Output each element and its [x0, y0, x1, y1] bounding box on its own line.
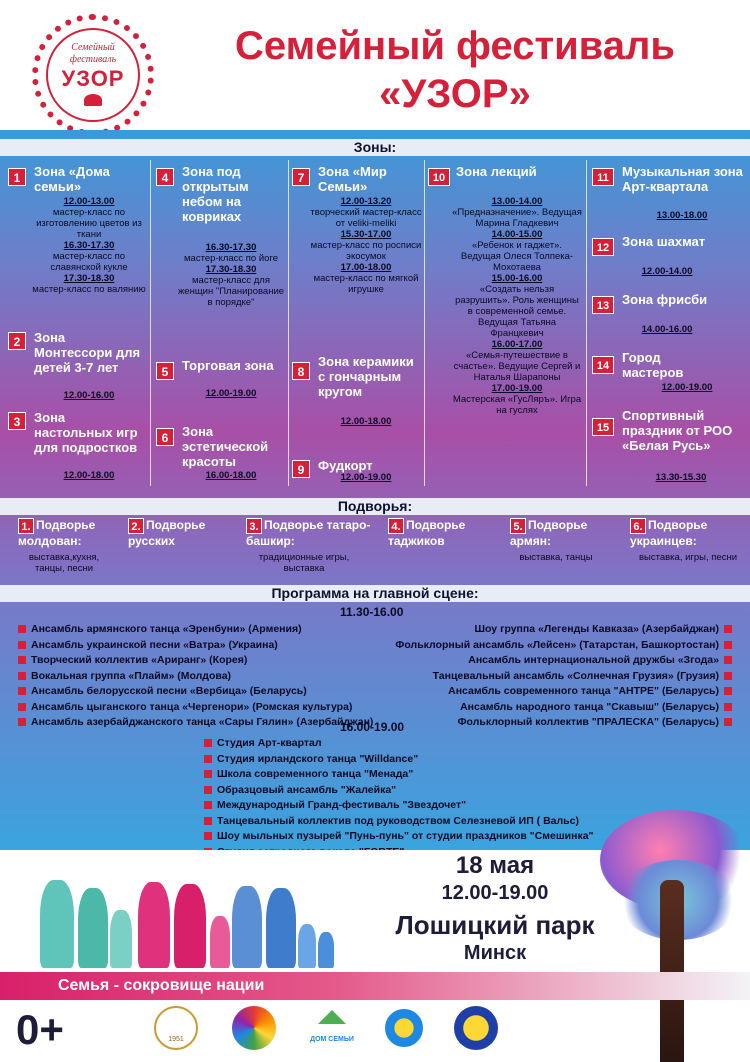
courtyard-item: [630, 518, 746, 548]
courtyards-heading: Подворья:: [0, 498, 750, 515]
bullet-icon: [724, 625, 732, 633]
zone-number: 12: [592, 238, 614, 256]
partner-logo-label: ДОМ СЕМЬИ: [310, 1036, 354, 1043]
zone-card: [428, 162, 584, 488]
family-figure-icon: [40, 880, 74, 968]
program-item: Образцовый ансамбль "Жалейка": [204, 783, 396, 799]
zone-card: [592, 350, 744, 396]
event-city: Минск: [463, 942, 527, 964]
age-rating: 0+: [16, 1006, 64, 1053]
family-figure-icon: [298, 924, 316, 968]
zone-card: [292, 354, 422, 434]
zones-column-2: [156, 158, 286, 488]
column-divider: [150, 160, 151, 486]
zone-number: 7: [292, 168, 310, 186]
program-item: Ансамбль цыганского танца «Чергенори» (Ромская культура): [18, 700, 352, 716]
zone-details: [176, 470, 286, 481]
column-divider: [586, 160, 587, 486]
zone-time: 15.00-16.00: [491, 273, 543, 284]
zones-heading: Зоны:: [0, 139, 750, 156]
zone-number: 4: [156, 168, 174, 186]
courtyard-number: 3.: [246, 518, 262, 534]
zone-number: 13: [592, 296, 614, 314]
program-item: Танцевальный коллектив под руководством Селезневой ИП ( Вальс): [204, 814, 579, 830]
courtyard-name: Подворье таджиков: [388, 518, 466, 548]
zones-column-3: [292, 158, 422, 488]
zone-number: 9: [292, 460, 310, 478]
zone-time: 12.00-19.00: [340, 472, 392, 483]
bullet-icon: [724, 672, 732, 680]
column-divider: [288, 160, 289, 486]
family-figure-icon: [110, 910, 132, 968]
logo-subtitle-2: фестиваль: [69, 54, 117, 65]
courtyard-name: Подворье украинцев:: [630, 518, 708, 548]
partner-logo-icon: [154, 1006, 198, 1050]
zone-time: 15.30-17.00: [340, 229, 392, 240]
family-figure-icon: [318, 932, 334, 968]
courtyard-name: Подворье армян:: [510, 518, 588, 548]
page-title-festival-name: «УЗОР»: [379, 72, 531, 116]
event-place: Лошицкий парк: [395, 910, 595, 940]
courtyard-item: [18, 518, 128, 548]
zone-name: Музыкальная зона Арт-квартала: [622, 164, 743, 194]
zone-time: 13.00-14.00: [491, 196, 543, 207]
header: [0, 0, 750, 130]
program-item: Фольклорный коллектив "ПРАЛЕСКА" (Беларусь): [458, 715, 732, 731]
motto-banner: Семья - сокровище нации: [0, 972, 750, 1000]
program-item: Студия ирландского танца "Willdance": [204, 752, 418, 768]
zone-details: [30, 470, 148, 481]
zone-name: Спортивный праздник от РОО «Белая Русь»: [622, 408, 733, 453]
program-item: Ансамбль народного танца "Скавыш" (Беларусь): [460, 700, 732, 716]
zone-activity: мастер-класс по йоге: [184, 253, 278, 264]
logo-subtitle-1: Семейный: [71, 42, 115, 53]
zone-card: [292, 456, 422, 486]
zone-details: [626, 472, 736, 483]
zone-number: 15: [592, 418, 614, 436]
zone-activity: «Семья-путешествие в счастье». Ведущие Сергей и Наталья Шарапоны: [453, 350, 581, 383]
zone-activity: «Ребенок и гаджет». Ведущая Олеся Толпека-Мохотаева: [460, 240, 574, 273]
zone-number: 8: [292, 362, 310, 380]
courtyard-number: 4.: [388, 518, 404, 534]
courtyard-desc: традиционные игры, выставка: [258, 552, 350, 574]
zone-time: 16.30-17.30: [205, 242, 257, 253]
page-title: Семейный фестиваль: [235, 24, 675, 68]
partner-logo-year: 1951: [168, 1036, 184, 1043]
family-figure-icon: [210, 916, 230, 968]
zone-details: [622, 266, 712, 277]
zone-card: [592, 162, 744, 222]
zone-details: [622, 324, 712, 335]
zones-column-4: [428, 158, 584, 488]
zone-name: Зона Монтессори для детей 3-7 лет: [34, 330, 141, 375]
zone-details: [632, 382, 742, 393]
bullet-icon: [204, 770, 212, 778]
family-figure-icon: [78, 888, 108, 968]
zone-time: 17.30-18.30: [205, 264, 257, 275]
zone-details: [310, 196, 422, 295]
zone-activity: мастер-класс по мягкой игрушке: [313, 273, 419, 295]
zone-number: 3: [8, 412, 26, 430]
bullet-icon: [204, 817, 212, 825]
courtyard-item: [246, 518, 376, 548]
zone-name: Зона эстетической красоты: [182, 424, 269, 469]
zone-number: 14: [592, 356, 614, 374]
zone-number: 6: [156, 428, 174, 446]
program-item: Ансамбль армянского танца «Эренбуни» (Армения): [18, 622, 302, 638]
zone-time: 14.00-15.00: [491, 229, 543, 240]
zone-name: Зона под открытым небом на ковриках: [182, 164, 249, 224]
program-item: Вокальная группа «Плайм» (Молдова): [18, 669, 231, 685]
zone-card: [592, 234, 744, 280]
bullet-icon: [204, 786, 212, 794]
zone-activity: мастер-класс по славянской кукле: [50, 251, 128, 273]
zone-card: [592, 408, 744, 488]
zone-name: Торговая зона: [182, 358, 274, 373]
program-item: Ансамбль белорусской песни «Вербица» (Беларусь): [18, 684, 307, 700]
courtyard-desc: выставка,кухня, танцы, песни: [28, 552, 100, 574]
zone-time: 13.30-15.30: [655, 472, 707, 483]
program-block-time: 11.30-16.00: [340, 605, 404, 619]
zone-details: [176, 388, 286, 399]
courtyard-number: 2.: [128, 518, 144, 534]
courtyard-item: [510, 518, 620, 548]
zone-activity: мастер-класс по изготовлению цветов из ткани: [36, 207, 142, 240]
zone-card: [592, 292, 744, 338]
courtyard-number: 6.: [630, 518, 646, 534]
zone-number: 1: [8, 168, 26, 186]
program-item: Фольклорный ансамбль «Лейсен» (Татарстан, Башкортостан): [395, 638, 732, 654]
zone-number: 11: [592, 168, 614, 186]
partner-logo-icon: [232, 1006, 276, 1050]
program-item: Танцевальный ансамбль «Солнечная Грузия» (Грузия): [433, 669, 732, 685]
tree-trunk-icon: [660, 880, 684, 1062]
bullet-icon: [204, 739, 212, 747]
courtyard-number: 1.: [18, 518, 34, 534]
zone-card: [8, 410, 148, 486]
bullet-icon: [724, 703, 732, 711]
zone-name: Зона «Дома семьи»: [34, 164, 110, 194]
zone-time: 12.00-13.00: [63, 196, 115, 207]
zone-name: Зона керамики с гончарным кругом: [318, 354, 414, 399]
family-house-logo-icon: [310, 1006, 354, 1050]
column-divider: [424, 160, 425, 486]
zone-details: [30, 196, 148, 295]
zone-details: [310, 416, 422, 427]
zone-activity: «Предназначение». Ведущая Марина Гладкевич: [452, 207, 582, 229]
zone-activity: мастер-класс для женщин "Планирование в порядке": [177, 275, 285, 308]
zone-activity: мастер-класс по росписи экосумок: [310, 240, 422, 262]
bullet-icon: [18, 625, 26, 633]
zone-activity: «Создать нельзя разрушить». Роль женщины в современной семье. Ведущая Татьяна Францкевич: [455, 284, 579, 339]
program-item: Студия Арт-квартал: [204, 736, 322, 752]
zone-time: 12.00-19.00: [205, 388, 257, 399]
bullet-icon: [18, 687, 26, 695]
bullet-icon: [724, 656, 732, 664]
festival-logo: [32, 14, 154, 136]
zone-time: 12.00-14.00: [641, 266, 693, 277]
program-item: Шоу мыльных пузырей "Пунь-пунь" от студии праздников "Смешинка": [204, 829, 594, 845]
zone-time: 12.00-19.00: [661, 382, 713, 393]
zone-card: [292, 162, 422, 338]
family-figure-icon: [138, 882, 170, 968]
zone-card: [8, 330, 148, 406]
bullet-icon: [724, 641, 732, 649]
program-item: Школа современного танца "Менада": [204, 767, 413, 783]
program-block-time: 16.00-19.00: [340, 720, 405, 734]
program-item: Международный Гранд-фестиваль "Звездочет": [204, 798, 466, 814]
bullet-icon: [204, 801, 212, 809]
zone-details: [30, 390, 148, 401]
courtyard-number: 5.: [510, 518, 526, 534]
bird-icon: [84, 94, 102, 106]
family-figure-icon: [232, 886, 262, 968]
zone-time: 12.00-16.00: [63, 390, 115, 401]
courtyard-name: Подворье молдован:: [18, 518, 96, 548]
zone-activity: Мастерская «ГусЛяръ». Игра на гуслях: [452, 394, 582, 416]
courtyard-desc: выставка, игры, песни: [638, 552, 738, 563]
house-roof-icon: [318, 1010, 346, 1024]
zone-details: [176, 242, 286, 308]
courtyard-item: [128, 518, 238, 548]
program-item: Шоу группа «Легенды Кавказа» (Азербайджан): [474, 622, 732, 638]
zone-name: Зона настольных игр для подростков: [34, 410, 138, 455]
zone-name: Фудкорт: [318, 458, 373, 473]
zone-name: Зона шахмат: [622, 234, 706, 249]
bullet-icon: [18, 718, 26, 726]
zone-number: 10: [428, 168, 450, 186]
courtyard-item: [388, 518, 498, 548]
zone-time: 14.00-16.00: [641, 324, 693, 335]
bullet-icon: [18, 641, 26, 649]
zone-card: [8, 162, 148, 330]
bullet-icon: [724, 687, 732, 695]
zones-column-5: [592, 158, 744, 488]
zone-time: 16.30-17.30: [63, 240, 115, 251]
zone-details: [310, 472, 422, 483]
program-item: Ансамбль азербайджанского танца «Сары Гялин» (Азербайджан): [18, 715, 373, 731]
zone-name: Зона «Мир Семьи»: [318, 164, 387, 194]
bullet-icon: [724, 718, 732, 726]
family-figure-icon: [174, 884, 206, 968]
zone-time: 12.00-18.00: [63, 470, 115, 481]
zone-details: [622, 210, 742, 221]
zone-name: Зона лекций: [456, 164, 537, 179]
program-item: Творческий коллектив «Ариранг» (Корея): [18, 653, 247, 669]
zone-time: 12.00-13.20: [340, 196, 392, 207]
zone-time: 17.00-18.00: [340, 262, 392, 273]
zone-name: Зона фрисби: [622, 292, 708, 307]
courtyard-name: Подворье русских: [128, 518, 206, 548]
zone-activity: творческий мастер-класс от veliki-meliki: [310, 207, 422, 229]
program-item: Ансамбль современного танца "АНТРЕ" (Беларусь): [448, 684, 732, 700]
zone-details: [452, 196, 582, 416]
bullet-icon: [18, 703, 26, 711]
family-figure-icon: [266, 888, 296, 968]
zone-card: [156, 358, 286, 408]
event-time: 12.00-19.00: [441, 882, 549, 904]
zone-card: [156, 162, 286, 348]
courtyard-desc: выставка, танцы: [519, 552, 593, 563]
zone-time: 16.00-17.00: [491, 339, 543, 350]
bullet-icon: [18, 656, 26, 664]
zone-time: 17.30-18.30: [63, 273, 115, 284]
logo-word: УЗОР: [61, 66, 125, 91]
zone-card: [156, 424, 286, 486]
zone-time: 13.00-18.00: [656, 210, 708, 221]
zone-name: Город мастеров: [622, 350, 684, 380]
zone-time: 12.00-18.00: [340, 416, 392, 427]
bullet-icon: [204, 832, 212, 840]
program-item: Ансамбль интернациональной дружбы «Згода»: [468, 653, 732, 669]
partner-logo-icon: [454, 1006, 498, 1050]
program-heading: Программа на главной сцене:: [0, 585, 750, 602]
partner-logo-icon: [382, 1006, 426, 1050]
bullet-icon: [18, 672, 26, 680]
zone-time: 16.00-18.00: [205, 470, 257, 481]
zone-number: 2: [8, 332, 26, 350]
courtyard-name: Подворье татаро-башкир:: [246, 518, 371, 548]
zone-activity: мастер-класс по валянию: [32, 284, 146, 295]
zone-time: 17.00-19.00: [491, 383, 543, 394]
bullet-icon: [204, 755, 212, 763]
program-item: Ансамбль украинской песни «Ватра» (Украина): [18, 638, 278, 654]
zone-number: 5: [156, 362, 174, 380]
event-date: 18 мая: [455, 852, 535, 879]
zones-column-1: [8, 158, 148, 488]
